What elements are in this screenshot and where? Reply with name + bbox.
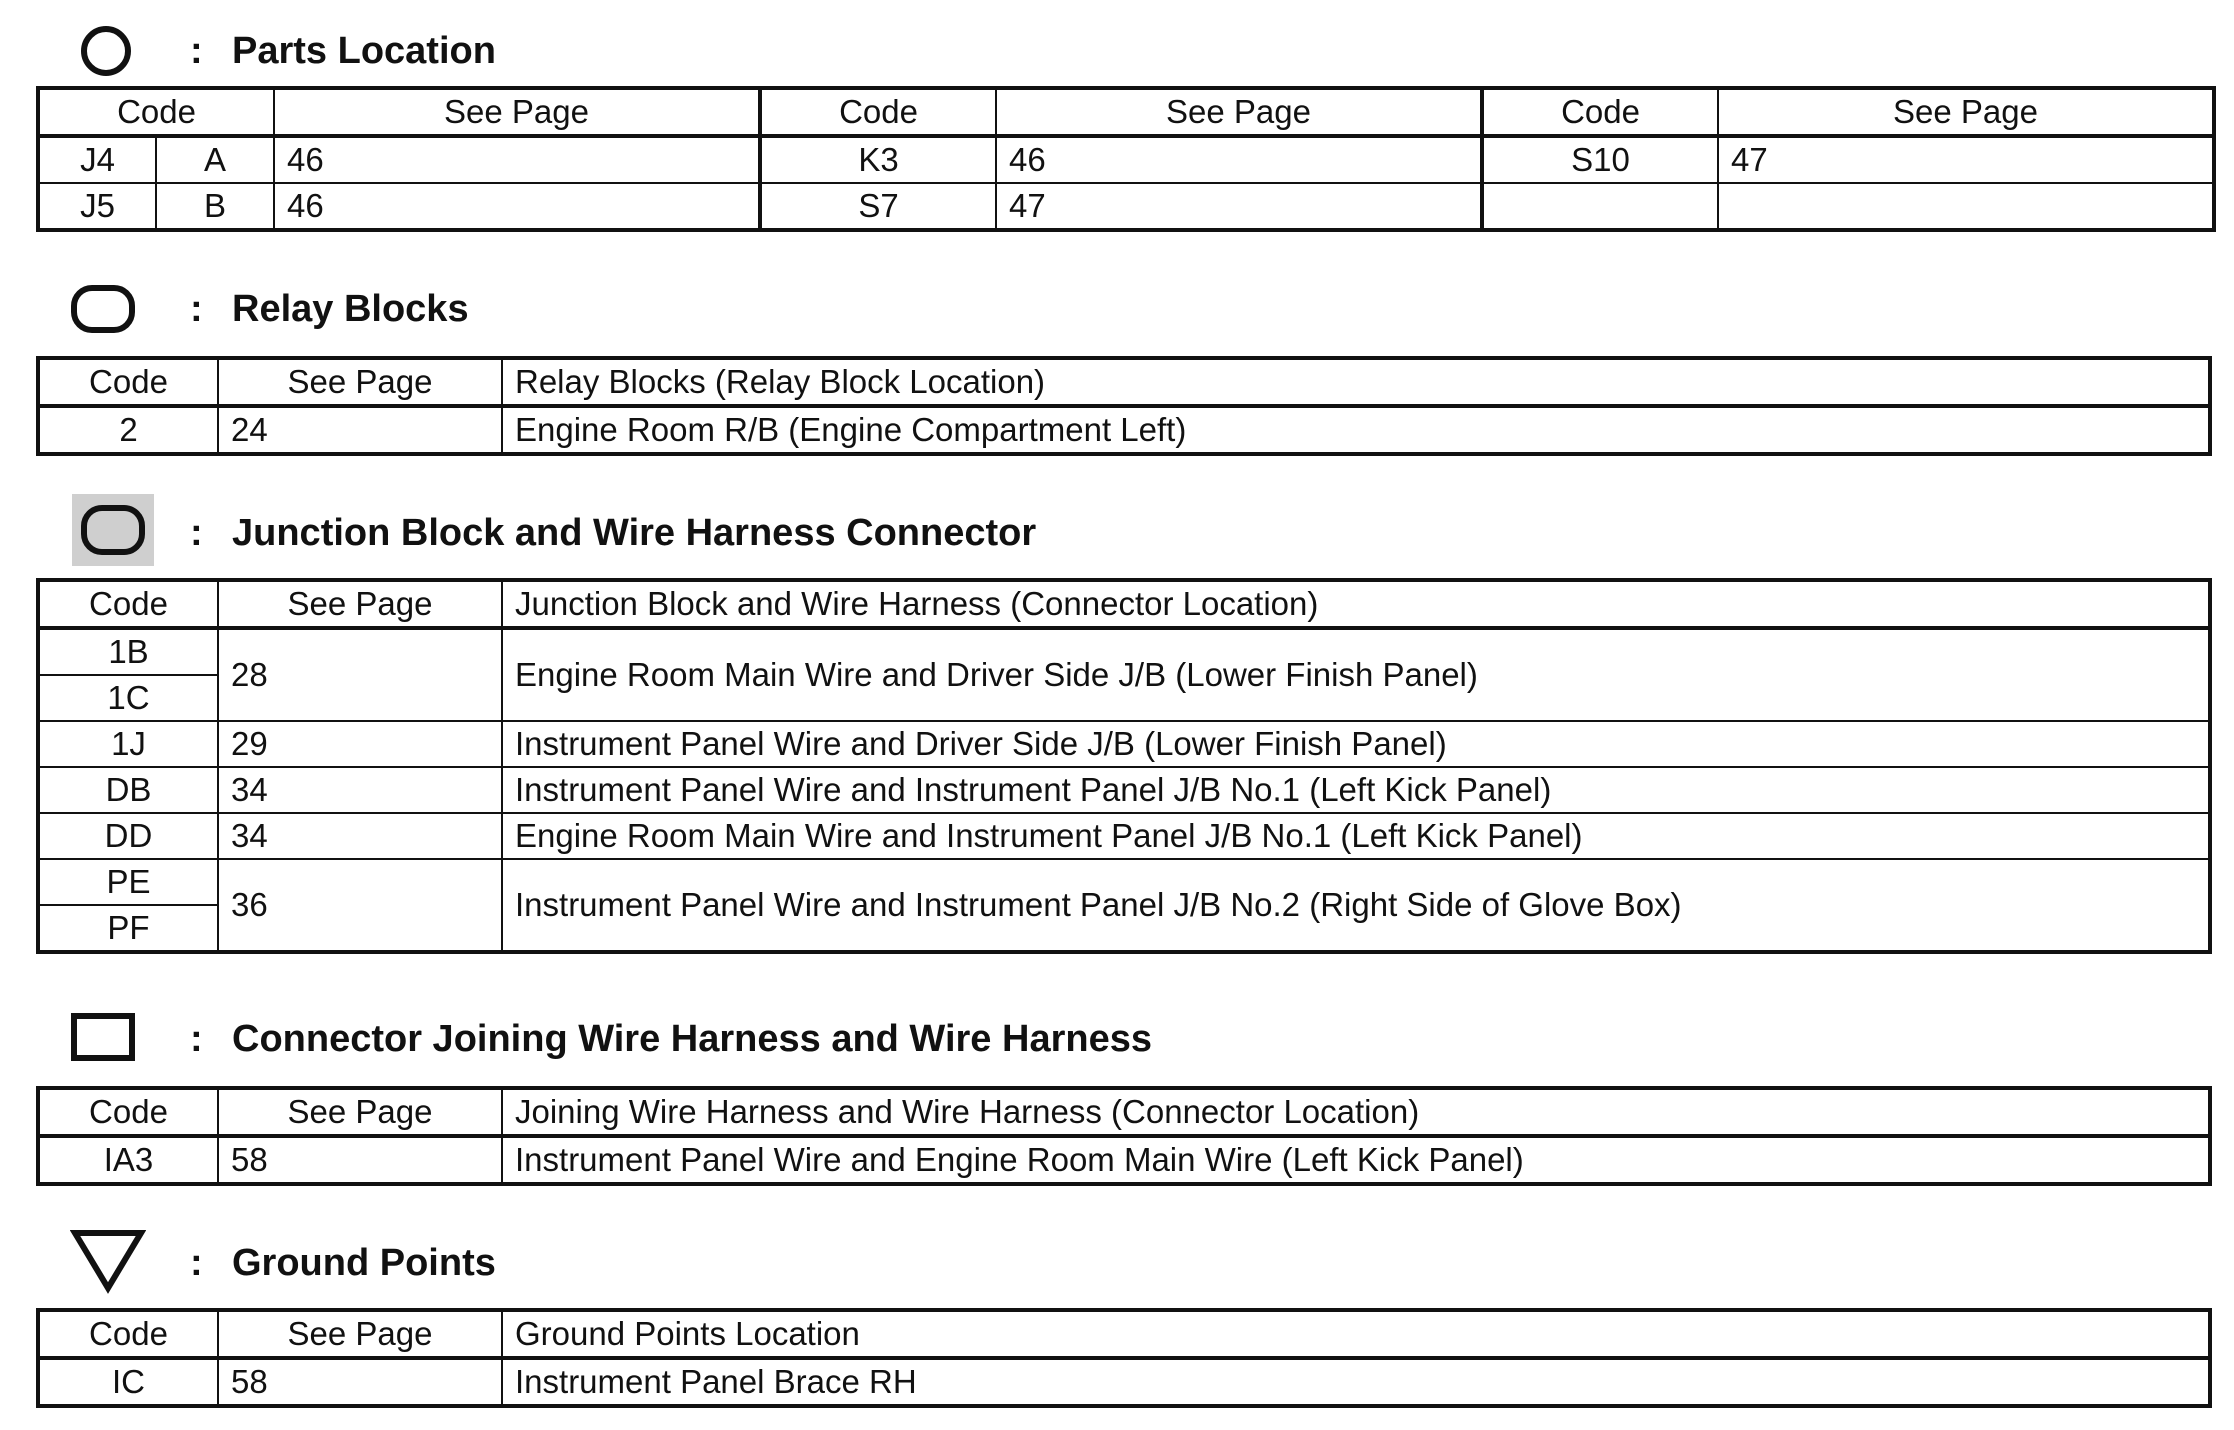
table-header-row <box>38 358 2210 406</box>
relay-blocks-header <box>0 274 2234 344</box>
relay-blocks-table <box>36 356 2212 456</box>
code-cell <box>1482 183 1718 230</box>
table-row <box>38 1358 2210 1406</box>
page-cell: 34 <box>218 813 502 859</box>
header-see-page: See Page <box>218 580 502 628</box>
table-row <box>38 859 2210 905</box>
code-cell: S10 <box>1482 136 1718 183</box>
page-cell: 34 <box>218 767 502 813</box>
header-code: Code <box>38 88 274 136</box>
page-cell: 24 <box>218 406 502 454</box>
code-cell: IC <box>38 1358 218 1406</box>
code-cell: K3 <box>760 136 996 183</box>
code-suffix-cell: B <box>156 183 274 230</box>
header-description: Joining Wire Harness and Wire Harness (Connector Location) <box>502 1088 2210 1136</box>
code-cell: 1C <box>38 675 218 721</box>
header-see-page: See Page <box>1718 88 2214 136</box>
description-cell: Engine Room R/B (Engine Compartment Left) <box>502 406 2210 454</box>
description-cell: Instrument Panel Wire and Instrument Panel J/B No.1 (Left Kick Panel) <box>502 767 2210 813</box>
header-see-page: See Page <box>274 88 760 136</box>
page-cell: 47 <box>996 183 1482 230</box>
colon: : <box>190 30 203 72</box>
junction-block-table <box>36 578 2212 954</box>
header-code: Code <box>38 1088 218 1136</box>
header-see-page: See Page <box>996 88 1482 136</box>
code-cell: S7 <box>760 183 996 230</box>
page-cell: 46 <box>274 183 760 230</box>
table-row <box>38 628 2210 675</box>
code-suffix-cell: A <box>156 136 274 183</box>
header-description: Ground Points Location <box>502 1310 2210 1358</box>
triangle-down-icon <box>70 1228 146 1294</box>
code-cell: IA3 <box>38 1136 218 1184</box>
header-description: Relay Blocks (Relay Block Location) <box>502 358 2210 406</box>
section-title: Connector Joining Wire Harness and Wire Harness <box>232 1018 1152 1060</box>
rounded-rect-icon <box>70 284 136 334</box>
header-code: Code <box>1482 88 1718 136</box>
code-cell: J5 <box>38 183 156 230</box>
colon: : <box>190 1242 203 1284</box>
header-code: Code <box>760 88 996 136</box>
header-code: Code <box>38 358 218 406</box>
table-row <box>38 1136 2210 1184</box>
code-cell: 1B <box>38 628 218 675</box>
code-cell: PE <box>38 859 218 905</box>
description-cell: Instrument Panel Wire and Driver Side J/B (Lower Finish Panel) <box>502 721 2210 767</box>
header-see-page: See Page <box>218 358 502 406</box>
colon: : <box>190 288 203 330</box>
table-header-row <box>38 580 2210 628</box>
page-cell: 58 <box>218 1358 502 1406</box>
code-cell: 2 <box>38 406 218 454</box>
rectangle-icon <box>70 1012 136 1062</box>
page-cell: 58 <box>218 1136 502 1184</box>
description-cell: Instrument Panel Wire and Engine Room Main Wire (Left Kick Panel) <box>502 1136 2210 1184</box>
table-row <box>38 406 2210 454</box>
page-cell: 29 <box>218 721 502 767</box>
section-title: Relay Blocks <box>232 288 469 330</box>
table-header-row <box>38 1088 2210 1136</box>
code-cell: PF <box>38 905 218 952</box>
page-cell <box>1718 183 2214 230</box>
circle-icon <box>80 25 132 77</box>
page-cell: 36 <box>218 859 502 952</box>
code-cell: DD <box>38 813 218 859</box>
page-cell: 47 <box>1718 136 2214 183</box>
table-row <box>38 183 2214 230</box>
code-cell: 1J <box>38 721 218 767</box>
description-cell: Engine Room Main Wire and Instrument Panel J/B No.1 (Left Kick Panel) <box>502 813 2210 859</box>
colon: : <box>190 1018 203 1060</box>
junction-block-header <box>0 494 2234 564</box>
colon: : <box>190 512 203 554</box>
code-cell: J4 <box>38 136 156 183</box>
connector-joining-header <box>0 1002 2234 1072</box>
header-code: Code <box>38 580 218 628</box>
table-row <box>38 721 2210 767</box>
table-row <box>38 136 2214 183</box>
page-cell: 46 <box>996 136 1482 183</box>
description-cell: Instrument Panel Wire and Instrument Panel J/B No.2 (Right Side of Glove Box) <box>502 859 2210 952</box>
header-see-page: See Page <box>218 1310 502 1358</box>
ground-points-header <box>0 1226 2234 1296</box>
shaded-rounded-rect-icon <box>80 504 146 556</box>
table-row <box>38 813 2210 859</box>
section-title: Junction Block and Wire Harness Connector <box>232 512 1037 554</box>
ground-points-table <box>36 1308 2212 1408</box>
description-cell: Engine Room Main Wire and Driver Side J/B (Lower Finish Panel) <box>502 628 2210 721</box>
parts-location-header <box>0 16 2234 86</box>
table-header-row <box>38 88 2214 136</box>
page-cell: 28 <box>218 628 502 721</box>
parts-location-table <box>36 86 2216 232</box>
header-code: Code <box>38 1310 218 1358</box>
table-header-row <box>38 1310 2210 1358</box>
section-title: Parts Location <box>232 30 496 72</box>
connector-joining-table <box>36 1086 2212 1186</box>
table-row <box>38 767 2210 813</box>
header-description: Junction Block and Wire Harness (Connector Location) <box>502 580 2210 628</box>
page-cell: 46 <box>274 136 760 183</box>
header-see-page: See Page <box>218 1088 502 1136</box>
description-cell: Instrument Panel Brace RH <box>502 1358 2210 1406</box>
code-cell: DB <box>38 767 218 813</box>
section-title: Ground Points <box>232 1242 496 1284</box>
